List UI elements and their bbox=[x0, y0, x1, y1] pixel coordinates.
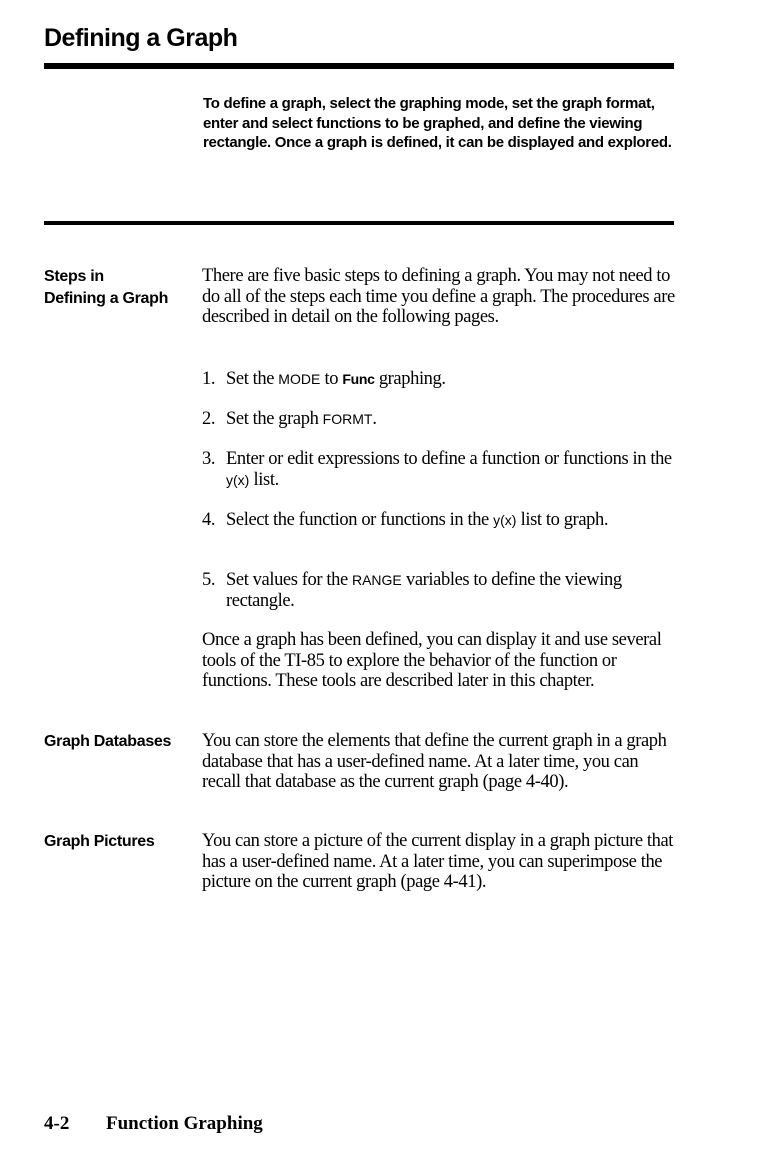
steps-heading-line2: Defining a Graph bbox=[44, 290, 169, 307]
top-divider bbox=[44, 63, 674, 69]
page-title: Defining a Graph bbox=[44, 24, 238, 52]
step-number: 5. bbox=[202, 570, 216, 590]
pictures-text: You can store a picture of the current display in a graph picture that has a user-defined name. At a later time, you can superimpose the picture on the current graph (page 4-41). bbox=[202, 831, 674, 892]
step-text: Enter or edit expressions to define a function or functions in the y(x) list. bbox=[226, 449, 672, 490]
step-number: 3. bbox=[202, 449, 216, 469]
databases-heading: Graph Databases bbox=[44, 733, 172, 750]
databases-text: You can store the elements that define the current graph in a graph database that has a user-defined name. At a later time, you can recall that database as the current graph (page 4-40). bbox=[202, 731, 667, 792]
step-text: Select the function or functions in the y(x) list to graph. bbox=[226, 510, 609, 530]
step-number: 2. bbox=[202, 409, 216, 429]
steps-outro: Once a graph has been defined, you can display it and use several tools of the TI-85 to explore the behavior of the function or functions. These tools are described later in this chapter. bbox=[202, 630, 662, 691]
step-number: 4. bbox=[202, 510, 216, 530]
step-text: Set the graph FORMT. bbox=[226, 409, 377, 429]
step-item-1 bbox=[202, 369, 672, 390]
step-item-5 bbox=[202, 570, 672, 611]
func-keyword: Func bbox=[342, 371, 375, 387]
intro-summary: To define a graph, select the graphing mode, set the graph format, enter and select functions to be graphed, and define the viewing rectangle. Once a graph is defined, it can be displayed and explored. bbox=[203, 95, 672, 151]
yx-keyword: y(x) bbox=[493, 512, 517, 528]
step-text: Set the MODE to Func graphing. bbox=[226, 369, 446, 389]
steps-intro: There are five basic steps to defining a graph. You may not need to do all of the steps each time you define a graph. The procedures are described in detail on the following pages. bbox=[202, 266, 675, 327]
page-number: 4-2 bbox=[44, 1113, 70, 1134]
page-footer bbox=[44, 1113, 263, 1135]
formt-keyword: FORMT bbox=[322, 411, 373, 427]
pictures-heading: Graph Pictures bbox=[44, 833, 155, 850]
steps-heading bbox=[44, 266, 168, 310]
step-item-3 bbox=[202, 449, 672, 490]
yx-keyword: y(x) bbox=[226, 471, 250, 488]
step-number: 1. bbox=[202, 369, 216, 389]
mode-keyword: MODE bbox=[278, 371, 321, 387]
chapter-title: Function Graphing bbox=[106, 1113, 263, 1134]
step-text: Set values for the RANGE variables to define the viewing rectangle. bbox=[226, 570, 622, 611]
steps-heading-line1: Steps in bbox=[44, 268, 104, 285]
step-item-2 bbox=[202, 409, 672, 430]
section-divider bbox=[44, 221, 674, 225]
step-item-4 bbox=[202, 510, 672, 531]
range-keyword: RANGE bbox=[351, 572, 402, 588]
